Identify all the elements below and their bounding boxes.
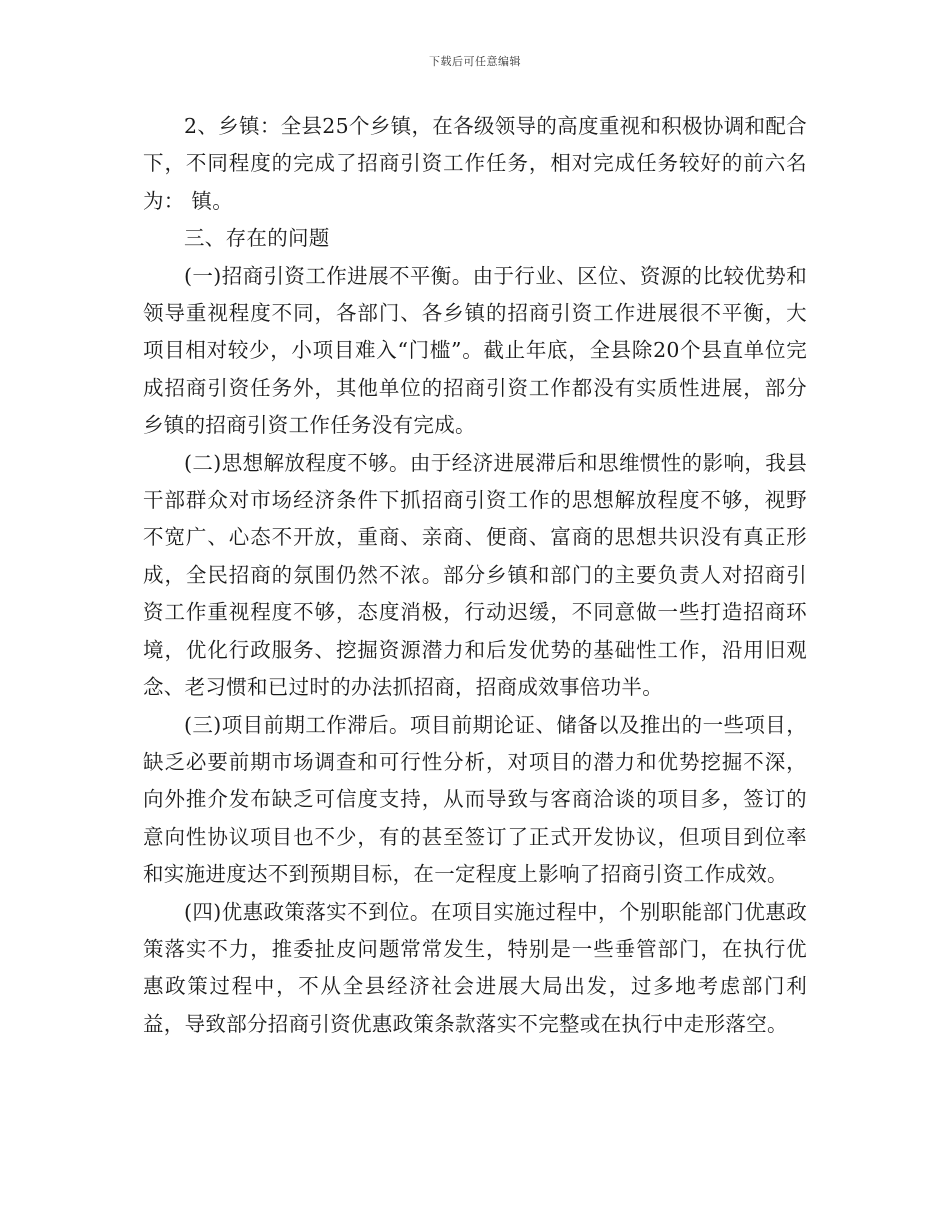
section-heading-existing-problems: 三、存在的问题 xyxy=(184,226,330,251)
document-body xyxy=(143,108,807,1043)
page-header-note: 下载后可任意编辑 xyxy=(429,55,521,68)
paragraph-problem-2: (二)思想解放程度不够。由于经济进展滞后和思维惯性的影响，我县干部群众对市场经济条件下抓招商引资工作的思想解放程度不够，视野不宽广、心态不开放，重商、亲商、便商、富商的思想共识没有真正形成，全民招商的氛围仍然不浓。部分乡镇和部门的主要负责人对招商引资工作重视程度不够，态度消极，行动迟缓，不同意做一些打造招商环境，优化行政服务、挖掘资源潜力和后发优势的基础性工作，沿用旧观念、老习惯和已过时的办法抓招商，招商成效事倍功半。 xyxy=(143,450,807,700)
paragraph-problem-4: (四)优惠政策落实不到位。在项目实施过程中，个别职能部门优惠政策落实不力，推委扯皮问题常常发生，特别是一些垂管部门，在执行优惠政策过程中，不从全县经济社会进展大局出发，过多地考虑部门利益，导致部分招商引资优惠政策条款落实不完整或在执行中走形落空。 xyxy=(143,899,807,1036)
paragraph-problem-3: (三)项目前期工作滞后。项目前期论证、储备以及推出的一些项目，缺乏必要前期市场调查和可行性分析，对项目的潜力和优势挖掘不深，向外推介发布缺乏可信度支持，从而导致与客商洽谈的项目多，签订的意向性协议项目也不少，有的甚至签订了正式开发协议，但项目到位率和实施进度达不到预期目标，在一定程度上影响了招商引资工作成效。 xyxy=(143,712,807,887)
paragraph-township-summary: 2、乡镇：全县25个乡镇，在各级领导的高度重视和积极协调和配合下，不同程度的完成了招商引资工作任务，相对完成任务较好的前六名为： 镇。 xyxy=(143,114,807,213)
paragraph-problem-1: (一)招商引资工作进展不平衡。由于行业、区位、资源的比较优势和领导重视程度不同，各部门、各乡镇的招商引资工作进展很不平衡，大项目相对较少，小项目难入“门槛”。截止年底，全县除20个县直单位完成招商引资任务外，其他单位的招商引资工作都没有实质性进展，部分乡镇的招商引资工作任务没有完成。 xyxy=(143,263,807,438)
